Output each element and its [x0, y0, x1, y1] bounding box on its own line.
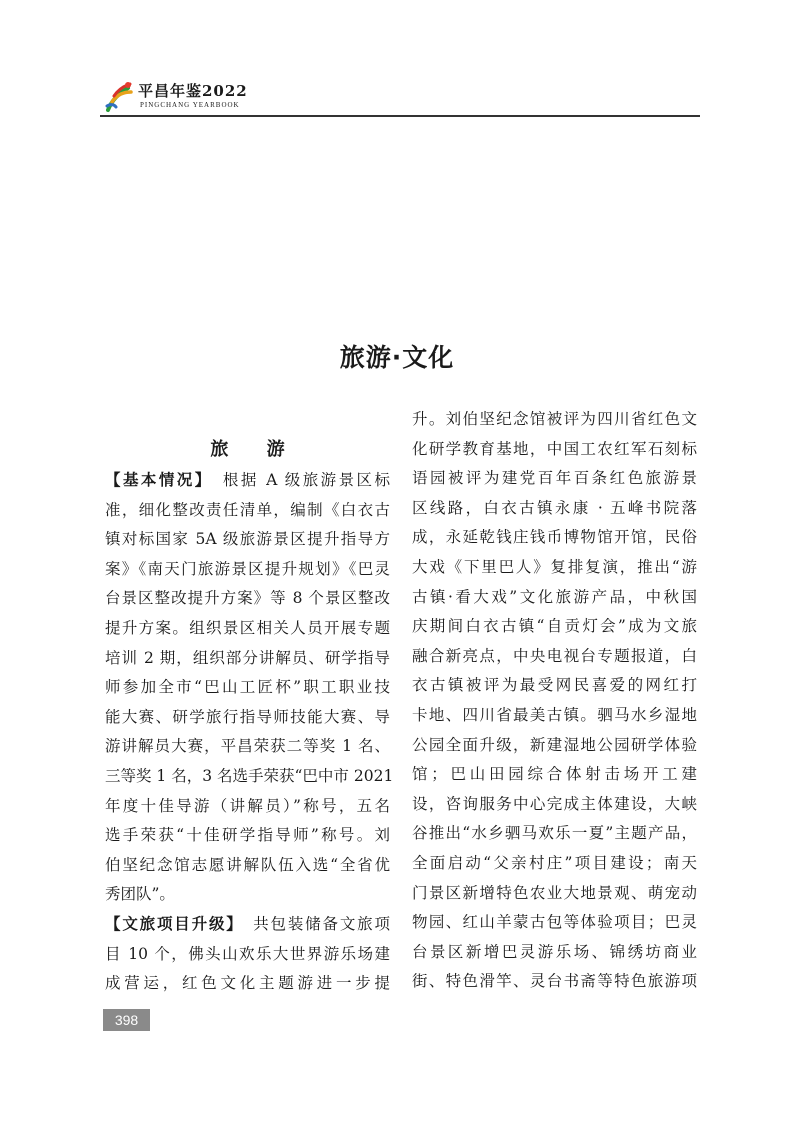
line-text: 卡地、四川省最美古镇。驷马水乡湿地: [412, 705, 697, 724]
text-line: [412, 731, 697, 761]
line-text: 大戏《下里巴人》复排复演，推出“游: [412, 557, 697, 576]
yearbook-subtitle: PINGCHANG YEARBOOK: [140, 101, 240, 109]
page-header: [100, 76, 700, 118]
line-text: 镇对标国家 5A 级旅游景区提升指导方: [105, 530, 390, 549]
text-line: [105, 851, 390, 881]
text-line: [412, 879, 697, 909]
line-text: 设，咨询服务中心完成主体建设，大峡: [412, 794, 697, 813]
line-text: 秀团队”。: [105, 885, 175, 904]
text-line: [105, 614, 390, 644]
left-column: [105, 433, 394, 999]
text-line: [412, 938, 697, 968]
line-text: 共包装储备文旅项: [235, 914, 390, 933]
line-text: 全面启动“父亲村庄”项目建设；南天: [412, 853, 697, 872]
line-text: 选手荣获“十佳研学指导师”称号。刘: [105, 826, 390, 845]
line-text: 根据 A 级旅游景区标: [204, 471, 390, 489]
chapter-title: 旅游·文化: [339, 343, 455, 372]
line-text: 游讲解员大赛，平昌荣获二等奖 1 名、: [105, 737, 390, 756]
line-text: 师参加全市“巴山工匠杯”职工职业技: [105, 678, 390, 697]
text-line: [105, 496, 390, 526]
text-line: [105, 969, 390, 999]
text-line: [412, 967, 697, 997]
line-text: 语园被评为建党百年百条红色旅游景: [412, 469, 697, 488]
line-text: 区线路，白衣古镇永康 · 五峰书院落: [412, 498, 697, 517]
text-line: [105, 880, 390, 910]
line-text: 能大赛、研学旅行指导师技能大赛、导: [105, 707, 390, 726]
text-line: [412, 908, 697, 938]
line-text: 三等奖 1 名，3 名选手荣获“巴中市 2021: [105, 766, 394, 785]
text-line: [412, 760, 697, 790]
line-text: 台景区新增巴灵游乐场、锦绣坊商业: [412, 942, 697, 961]
line-text: 谷推出“水乡驷马欢乐一夏”主题产品，: [412, 824, 697, 843]
line-text: 街、特色滑竿、灵台书斋等特色旅游项: [412, 972, 697, 991]
text-line: [412, 790, 697, 820]
yearbook-brand: 平昌年鉴2022: [138, 82, 248, 100]
text-line: [412, 701, 697, 731]
line-text: 年度十佳导游（讲解员）”称号，五名: [105, 796, 390, 815]
text-line: [105, 910, 390, 940]
text-line: [412, 671, 697, 701]
text-line: [412, 642, 697, 672]
page-number: 398: [103, 1009, 150, 1031]
paragraph-label: 【文旅项目升级】: [105, 914, 236, 933]
line-text: 升。刘伯坚纪念馆被评为四川省红色文: [412, 410, 697, 428]
line-text: 融合新亮点，中央电视台专题报道，白: [412, 646, 697, 665]
text-line: [105, 703, 390, 733]
text-line: [105, 732, 390, 762]
text-line: [412, 435, 697, 465]
text-line: [105, 555, 390, 585]
text-line: [412, 612, 697, 642]
header-rule: [100, 115, 700, 117]
text-line: [105, 466, 390, 496]
text-line: [412, 819, 697, 849]
line-text: 台景区整改提升方案》等 8 个景区整改: [105, 589, 390, 608]
right-column: [412, 405, 697, 997]
text-line: [412, 523, 697, 553]
line-text: 伯坚纪念馆志愿讲解队伍入选“全省优: [105, 855, 390, 874]
text-line: [412, 464, 697, 494]
line-text: 化研学教育基地，中国工农红军石刻标: [412, 439, 697, 458]
text-line: [412, 405, 697, 435]
text-line: [412, 583, 697, 613]
text-line: [105, 584, 390, 614]
line-text: 门景区新增特色农业大地景观、萌宠动: [412, 883, 697, 902]
line-text: 培训 2 期，组织部分讲解员、研学指导: [105, 648, 390, 667]
line-text: 目 10 个，佛头山欢乐大世界游乐场建: [105, 944, 390, 963]
section-title: 旅 游: [210, 439, 301, 460]
line-text: 古镇·看大戏”文化旅游产品，中秋国: [412, 587, 697, 606]
text-line: [412, 849, 697, 879]
text-line: [105, 762, 394, 792]
line-text: 公园全面升级，新建湿地公园研学体验: [412, 735, 697, 754]
line-text: 成，永延乾钱庄钱币博物馆开馆，民俗: [412, 528, 697, 547]
line-text: 馆；巴山田园综合体射击场开工建: [412, 765, 697, 784]
text-line: [105, 673, 390, 703]
line-text: 准，细化整改责任清单，编制《白衣古: [105, 500, 390, 519]
text-line: [105, 821, 390, 851]
yearbook-logo-icon: [104, 80, 134, 114]
text-line: [412, 553, 697, 583]
line-text: 庆期间白衣古镇“自贡灯会”成为文旅: [412, 617, 697, 636]
text-line: [412, 494, 697, 524]
line-text: 衣古镇被评为最受网民喜爱的网红打: [412, 676, 697, 695]
line-text: 案》《南天门旅游景区提升规划》《巴灵: [105, 559, 390, 578]
text-line: [105, 792, 390, 822]
line-text: 提升方案。组织景区相关人员开展专题: [105, 618, 390, 637]
text-line: [105, 940, 390, 970]
line-text: 成营运，红色文化主题游进一步提: [105, 974, 390, 993]
paragraph-label: 【基本情况】: [105, 471, 205, 489]
line-text: 物园、红山羊蒙古包等体验项目；巴灵: [412, 913, 697, 932]
text-line: [105, 644, 390, 674]
text-line: [105, 525, 390, 555]
